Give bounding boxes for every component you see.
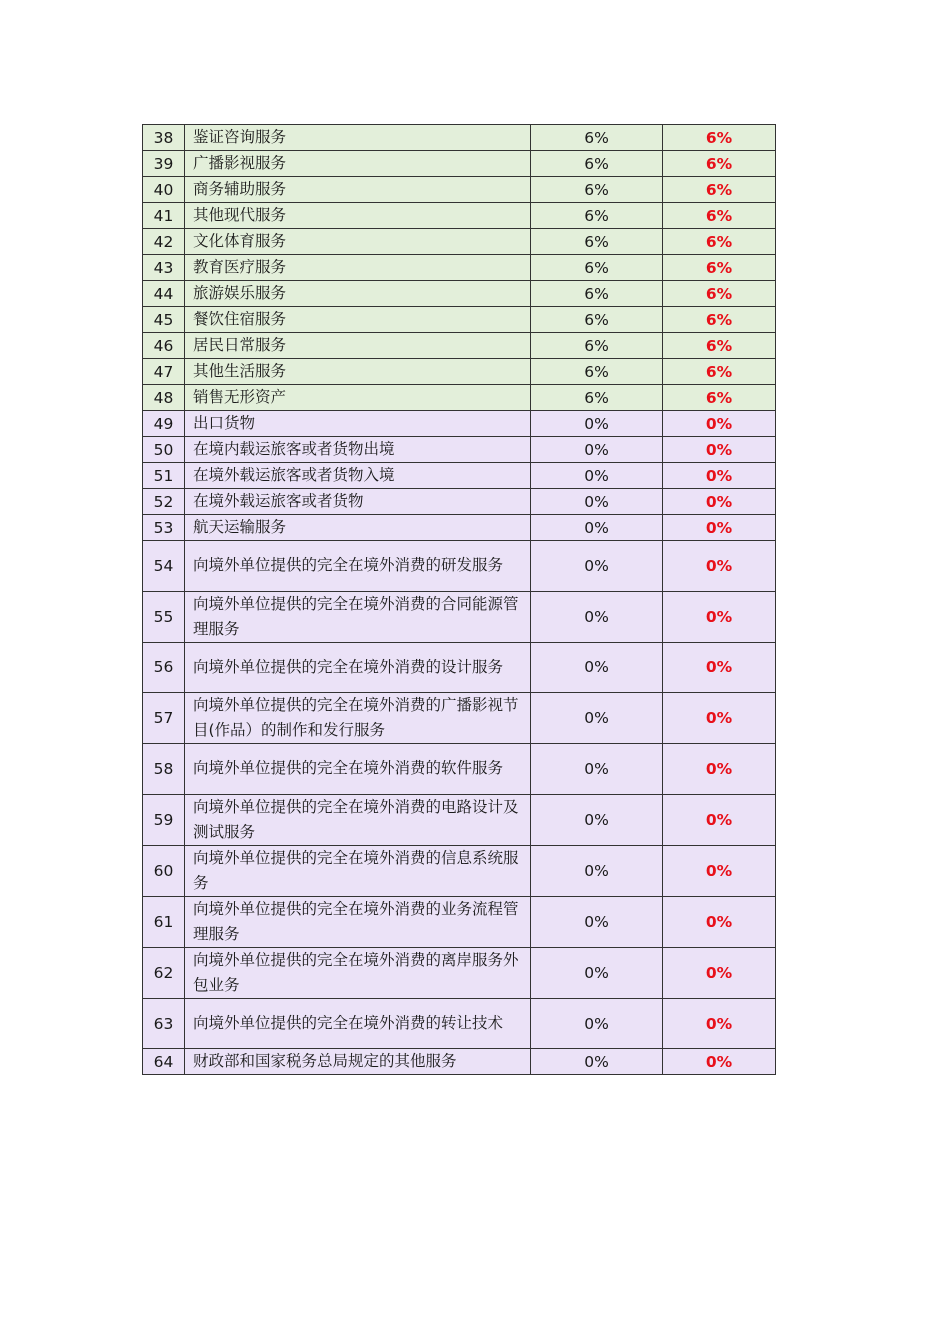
new-rate-cell: 6% [663,177,776,203]
service-name-cell: 其他生活服务 [185,359,531,385]
row-number-cell: 52 [143,489,185,515]
new-rate-cell: 6% [663,125,776,151]
row-number-cell: 41 [143,203,185,229]
tax-rate-table-body [143,125,776,1075]
row-number-cell: 50 [143,437,185,463]
service-name-cell: 文化体育服务 [185,229,531,255]
table-row [143,463,776,489]
row-number-cell: 60 [143,845,185,896]
row-number-cell: 38 [143,125,185,151]
table-row [143,125,776,151]
new-rate-cell: 0% [663,845,776,896]
service-name-cell: 航天运输服务 [185,515,531,541]
table-row [143,255,776,281]
service-name-cell: 向境外单位提供的完全在境外消费的业务流程管理服务 [185,896,531,947]
service-name-cell: 餐饮住宿服务 [185,307,531,333]
service-name-cell: 向境外单位提供的完全在境外消费的离岸服务外包业务 [185,947,531,998]
rate-cell: 0% [531,437,663,463]
rate-cell: 0% [531,744,663,795]
rate-cell: 6% [531,385,663,411]
table-row [143,437,776,463]
service-name-cell: 财政部和国家税务总局规定的其他服务 [185,1049,531,1075]
service-name-cell: 在境外载运旅客或者货物 [185,489,531,515]
row-number-cell: 64 [143,1049,185,1075]
table-row [143,1049,776,1075]
table-row [143,203,776,229]
new-rate-cell: 0% [663,693,776,744]
table-row [143,411,776,437]
service-name-cell: 鉴证咨询服务 [185,125,531,151]
service-name-cell: 销售无形资产 [185,385,531,411]
rate-cell: 6% [531,229,663,255]
row-number-cell: 57 [143,693,185,744]
new-rate-cell: 0% [663,998,776,1049]
service-name-cell: 向境外单位提供的完全在境外消费的信息系统服务 [185,845,531,896]
service-name-cell: 在境内载运旅客或者货物出境 [185,437,531,463]
rate-cell: 6% [531,333,663,359]
new-rate-cell: 6% [663,203,776,229]
row-number-cell: 47 [143,359,185,385]
table-row [143,998,776,1049]
row-number-cell: 54 [143,541,185,592]
row-number-cell: 56 [143,642,185,693]
new-rate-cell: 0% [663,896,776,947]
rate-cell: 0% [531,411,663,437]
new-rate-cell: 0% [663,794,776,845]
service-name-cell: 向境外单位提供的完全在境外消费的转让技术 [185,998,531,1049]
service-name-cell: 向境外单位提供的完全在境外消费的广播影视节目(作品）的制作和发行服务 [185,693,531,744]
table-row [143,307,776,333]
row-number-cell: 53 [143,515,185,541]
new-rate-cell: 0% [663,947,776,998]
service-name-cell: 广播影视服务 [185,151,531,177]
service-name-cell: 向境外单位提供的完全在境外消费的设计服务 [185,642,531,693]
rate-cell: 6% [531,359,663,385]
new-rate-cell: 6% [663,255,776,281]
row-number-cell: 43 [143,255,185,281]
new-rate-cell: 0% [663,591,776,642]
rate-cell: 6% [531,203,663,229]
table-row [143,591,776,642]
rate-cell: 0% [531,591,663,642]
rate-cell: 0% [531,998,663,1049]
row-number-cell: 55 [143,591,185,642]
table-row [143,794,776,845]
rate-cell: 0% [531,489,663,515]
row-number-cell: 44 [143,281,185,307]
service-name-cell: 居民日常服务 [185,333,531,359]
rate-cell: 0% [531,947,663,998]
new-rate-cell: 6% [663,229,776,255]
table-row [143,177,776,203]
service-name-cell: 其他现代服务 [185,203,531,229]
row-number-cell: 39 [143,151,185,177]
table-row [143,693,776,744]
new-rate-cell: 0% [663,437,776,463]
table-row [143,359,776,385]
row-number-cell: 49 [143,411,185,437]
table-row [143,333,776,359]
row-number-cell: 42 [143,229,185,255]
table-row [143,744,776,795]
new-rate-cell: 6% [663,281,776,307]
table-row [143,947,776,998]
new-rate-cell: 0% [663,515,776,541]
row-number-cell: 58 [143,744,185,795]
row-number-cell: 62 [143,947,185,998]
row-number-cell: 45 [143,307,185,333]
row-number-cell: 59 [143,794,185,845]
new-rate-cell: 6% [663,307,776,333]
new-rate-cell: 0% [663,489,776,515]
service-name-cell: 教育医疗服务 [185,255,531,281]
new-rate-cell: 6% [663,151,776,177]
new-rate-cell: 0% [663,744,776,795]
table-row [143,385,776,411]
rate-cell: 6% [531,281,663,307]
rate-cell: 6% [531,151,663,177]
row-number-cell: 61 [143,896,185,947]
tax-rate-table [142,124,776,1075]
service-name-cell: 向境外单位提供的完全在境外消费的电路设计及测试服务 [185,794,531,845]
rate-cell: 6% [531,125,663,151]
rate-cell: 0% [531,794,663,845]
new-rate-cell: 6% [663,359,776,385]
table-row [143,281,776,307]
rate-cell: 0% [531,515,663,541]
new-rate-cell: 0% [663,541,776,592]
rate-cell: 0% [531,541,663,592]
service-name-cell: 向境外单位提供的完全在境外消费的合同能源管理服务 [185,591,531,642]
table-row [143,845,776,896]
row-number-cell: 63 [143,998,185,1049]
new-rate-cell: 0% [663,1049,776,1075]
row-number-cell: 48 [143,385,185,411]
rate-cell: 6% [531,307,663,333]
new-rate-cell: 6% [663,333,776,359]
table-row [143,151,776,177]
rate-cell: 0% [531,693,663,744]
service-name-cell: 在境外载运旅客或者货物入境 [185,463,531,489]
new-rate-cell: 0% [663,642,776,693]
table-row [143,515,776,541]
new-rate-cell: 0% [663,411,776,437]
rate-cell: 0% [531,896,663,947]
rate-cell: 6% [531,177,663,203]
rate-cell: 0% [531,845,663,896]
service-name-cell: 旅游娱乐服务 [185,281,531,307]
new-rate-cell: 0% [663,463,776,489]
row-number-cell: 51 [143,463,185,489]
rate-cell: 0% [531,463,663,489]
table-row [143,642,776,693]
table-row [143,229,776,255]
row-number-cell: 46 [143,333,185,359]
rate-cell: 6% [531,255,663,281]
table-row [143,896,776,947]
service-name-cell: 向境外单位提供的完全在境外消费的软件服务 [185,744,531,795]
row-number-cell: 40 [143,177,185,203]
rate-cell: 0% [531,642,663,693]
service-name-cell: 向境外单位提供的完全在境外消费的研发服务 [185,541,531,592]
service-name-cell: 出口货物 [185,411,531,437]
table-row [143,541,776,592]
table-row [143,489,776,515]
new-rate-cell: 6% [663,385,776,411]
rate-cell: 0% [531,1049,663,1075]
service-name-cell: 商务辅助服务 [185,177,531,203]
